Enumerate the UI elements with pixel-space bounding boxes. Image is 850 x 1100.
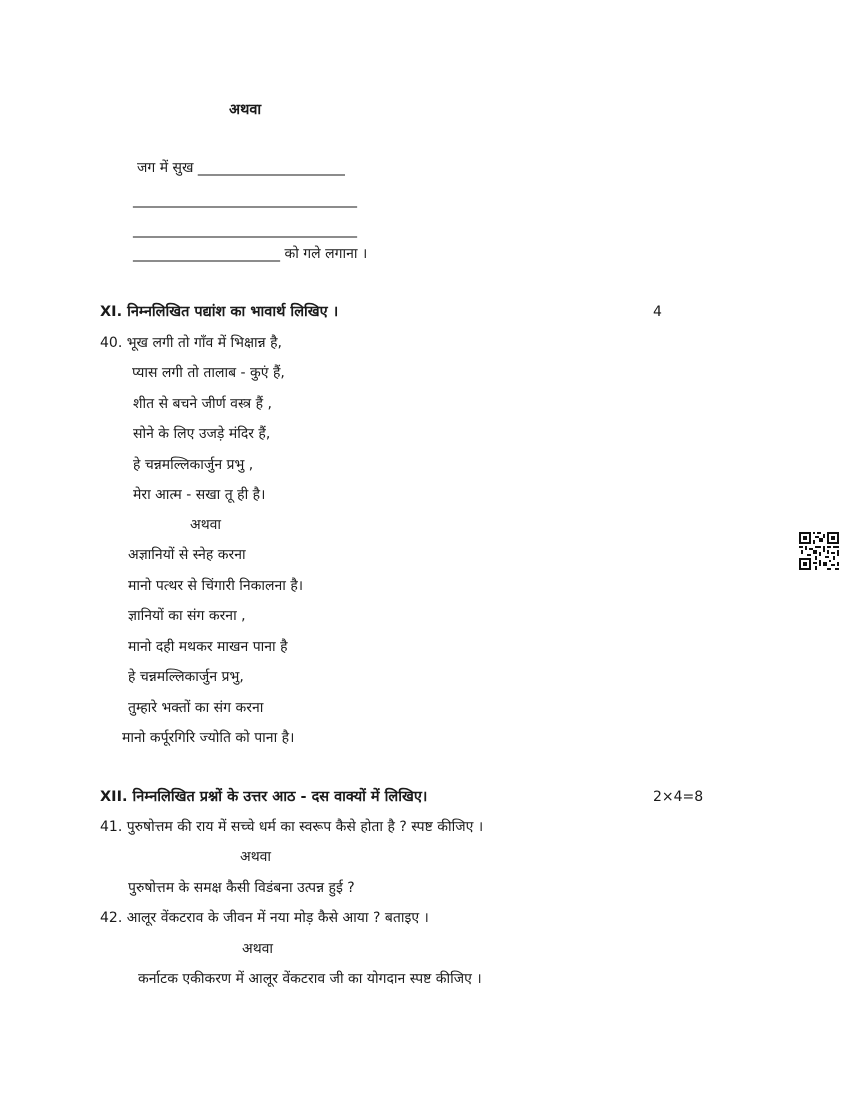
q40-verse2-line-4: मानो दही मथकर माखन पाना है (128, 639, 288, 655)
q40-verse2-line-1: अज्ञानियों से स्नेह करना (128, 547, 246, 563)
q40-verse2-line-3: ज्ञानियों का संग करना , (128, 608, 246, 624)
q40-verse2-line-2: मानो पत्थर से चिंगारी निकालना है। (128, 578, 304, 594)
top-athava: अथवा (229, 102, 262, 118)
q40-verse1-line-6: मेरा आत्म - सखा तू ही है। (133, 487, 266, 503)
q41-text: 41. पुरुषोत्तम की राय में सच्चे धर्म का स्वरूप कैसे होता है ? स्पष्ट कीजिए । (100, 819, 484, 835)
q40-verse2-line-6: तुम्हारे भक्तों का संग करना (128, 700, 264, 716)
section-xii-marks: 2×4=8 (653, 789, 704, 805)
q42-alt-text: कर्नाटक एकीकरण में आलूर वेंकटराव जी का योगदान स्पष्ट कीजिए । (138, 971, 482, 987)
q40-verse1-line-4: सोने के लिए उजड़े मंदिर हैं, (133, 426, 271, 442)
q40-verse2-line-5: हे चन्नमल्लिकार्जुन प्रभु, (128, 669, 244, 685)
q40-verse1-line-3: शीत से बचने जीर्ण वस्त्र हैं , (133, 396, 272, 412)
fill-in-line-4: _____________________ को गले लगाना । (133, 246, 368, 262)
fill-in-line-2: ________________________________ (133, 192, 357, 208)
q40-verse2-line-7: मानो कर्पूरगिरि ज्योति को पाना है। (122, 730, 295, 746)
fill-in-line-3: ________________________________ (133, 222, 357, 238)
section-xi-heading: XI. निम्नलिखित पद्यांश का भावार्थ लिखिए । (100, 304, 339, 320)
fill-in-line-1: जग में सुख _____________________ (137, 160, 345, 176)
q42-text: 42. आलूर वेंकटराव के जीवन में नया मोड़ कैसे आया ? बताइए । (100, 910, 429, 926)
section-xi-marks: 4 (653, 304, 662, 320)
q41-alt-text: पुरुषोत्तम के समक्ष कैसी विडंबना उत्पन्न हुई ? (128, 880, 355, 896)
q42-athava: अथवा (242, 941, 274, 957)
q41-athava: अथवा (240, 849, 272, 865)
qr-code-icon (799, 532, 839, 570)
q40-verse1-line-1: 40. भूख लगी तो गाँव में भिक्षान्न है, (100, 335, 282, 351)
q40-athava: अथवा (190, 517, 222, 533)
q40-verse1-line-2: प्यास लगी तो तालाब - कुएं हैं, (132, 365, 285, 381)
q40-verse1-line-5: हे चन्नमल्लिकार्जुन प्रभु , (133, 457, 254, 473)
section-xii-heading: XII. निम्नलिखित प्रश्नों के उत्तर आठ - दस वाक्यों में लिखिए। (100, 789, 428, 805)
